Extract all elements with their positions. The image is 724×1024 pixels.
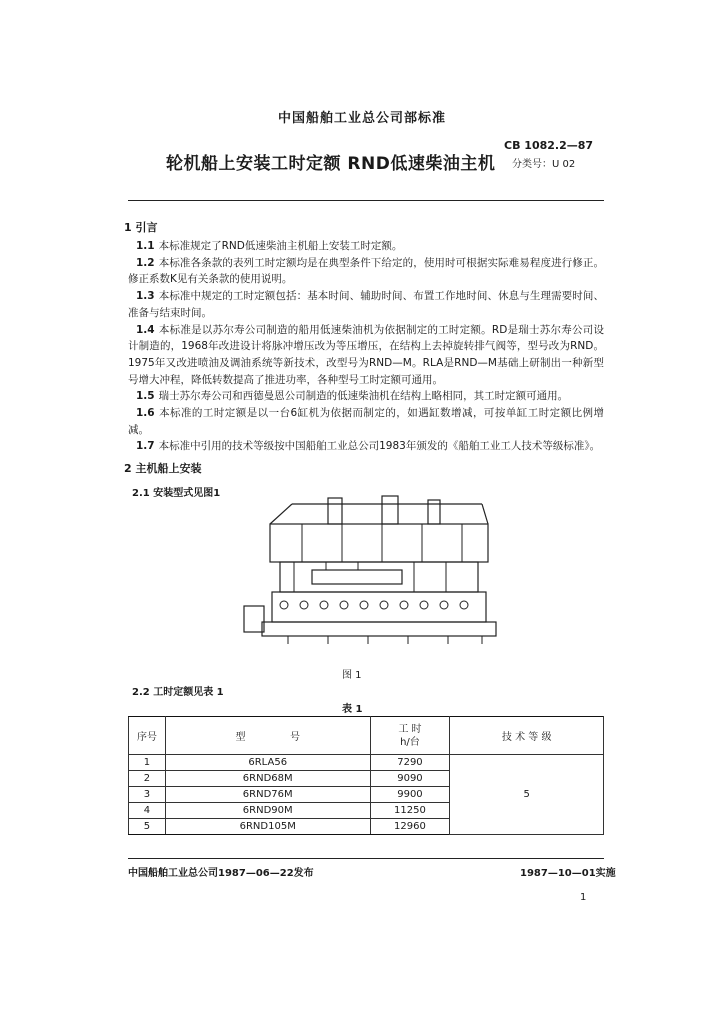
clause-1-7: 1.7 本标准中引用的技术等级按中国船舶工业总公司1983年颁发的《船舶工业工人技术等级标准》。 <box>136 440 601 453</box>
document-title: 轮机船上安装工时定额 RND低速柴油主机 <box>166 154 496 174</box>
header-serial-no: 序号 <box>129 717 166 755</box>
clause-1-3: 1.3 本标准中规定的工时定额包括：基本时间、辅助时间、布置工作地时间、休息与生理需要时间、准备与结束时间。 <box>128 290 604 319</box>
organization-standard-header: 中国船舶工业总公司部标准 <box>277 111 446 126</box>
row-work-hours: 11250 <box>370 803 450 819</box>
header-skill-grade: 技 术 等 级 <box>450 717 604 755</box>
page-number: 1 <box>580 892 587 903</box>
footer-rule <box>128 858 604 859</box>
clause-1-5: 1.5 瑞士苏尔寿公司和西德曼恩公司制造的低速柴油机在结构上略相同，其工时定额可通用。 <box>136 390 569 403</box>
table-header-row <box>129 717 604 755</box>
clause-1-1: 1.1 本标准规定了RND低速柴油主机船上安装工时定额。 <box>136 240 403 252</box>
row-model: 6RND76M <box>165 787 370 803</box>
row-model: 6RND105M <box>165 819 370 835</box>
engine-installation-figure <box>232 494 502 646</box>
classification-number: 分类号：U 02 <box>512 159 576 170</box>
table-row <box>129 755 604 771</box>
header-rule <box>128 200 604 201</box>
row-serial-no: 1 <box>129 755 166 771</box>
subsection-2-1: 2.1 安装型式见图1 <box>132 488 221 499</box>
header-work-hours: 工 时 h/台 <box>370 717 450 755</box>
row-serial-no: 3 <box>129 787 166 803</box>
row-work-hours: 9900 <box>370 787 450 803</box>
section-1-heading: 1 引言 <box>124 221 158 234</box>
row-model: 6RLA56 <box>165 755 370 771</box>
row-model: 6RND90M <box>165 803 370 819</box>
row-serial-no: 4 <box>129 803 166 819</box>
section-2-heading: 2 主机船上安装 <box>124 462 202 475</box>
clause-1-4: 1.4 本标准是以苏尔寿公司制造的船用低速柴油机为依据制定的工时定额。RD是瑞士苏尔寿公司设计制造的，1968年改进设计将脉冲增压改为等压增压，在结构上去掉旋转排气阀等，型号改为RND。1975年又改进喷油及调油系统等新技术，改型号为RND—M。RLA是RND—M基础上研制出一种新型号增大冲程，降低转数提高了推进功率，各种型号工时定额可通用。 <box>128 323 604 386</box>
table-caption: 表 1 <box>342 704 363 715</box>
effective-date: 1987—10—01实施 <box>520 868 616 879</box>
row-work-hours: 7290 <box>370 755 450 771</box>
row-model: 6RND68M <box>165 771 370 787</box>
header-model: 型 号 <box>165 717 370 755</box>
section-1-body <box>128 238 604 455</box>
skill-grade-value: 5 <box>450 755 604 835</box>
standard-code: CB 1082.2—87 <box>504 139 594 152</box>
clause-1-6: 1.6 本标准的工时定额是以一台6缸机为依据而制定的，如遇缸数增减，可按单缸工时定额比例增减。 <box>128 407 604 436</box>
row-serial-no: 2 <box>129 771 166 787</box>
clause-1-2: 1.2 本标准各条款的表列工时定额均是在典型条件下给定的，使用时可根据实际难易程度进行修正。修正系数K见有关条款的使用说明。 <box>128 256 604 286</box>
work-hour-table <box>128 716 604 835</box>
issue-date: 中国船舶工业总公司1987—06—22发布 <box>128 868 314 879</box>
row-serial-no: 5 <box>129 819 166 835</box>
row-work-hours: 9090 <box>370 771 450 787</box>
figure-caption: 图 1 <box>342 670 362 681</box>
row-work-hours: 12960 <box>370 819 450 835</box>
subsection-2-2: 2.2 工时定额见表 1 <box>132 687 224 698</box>
